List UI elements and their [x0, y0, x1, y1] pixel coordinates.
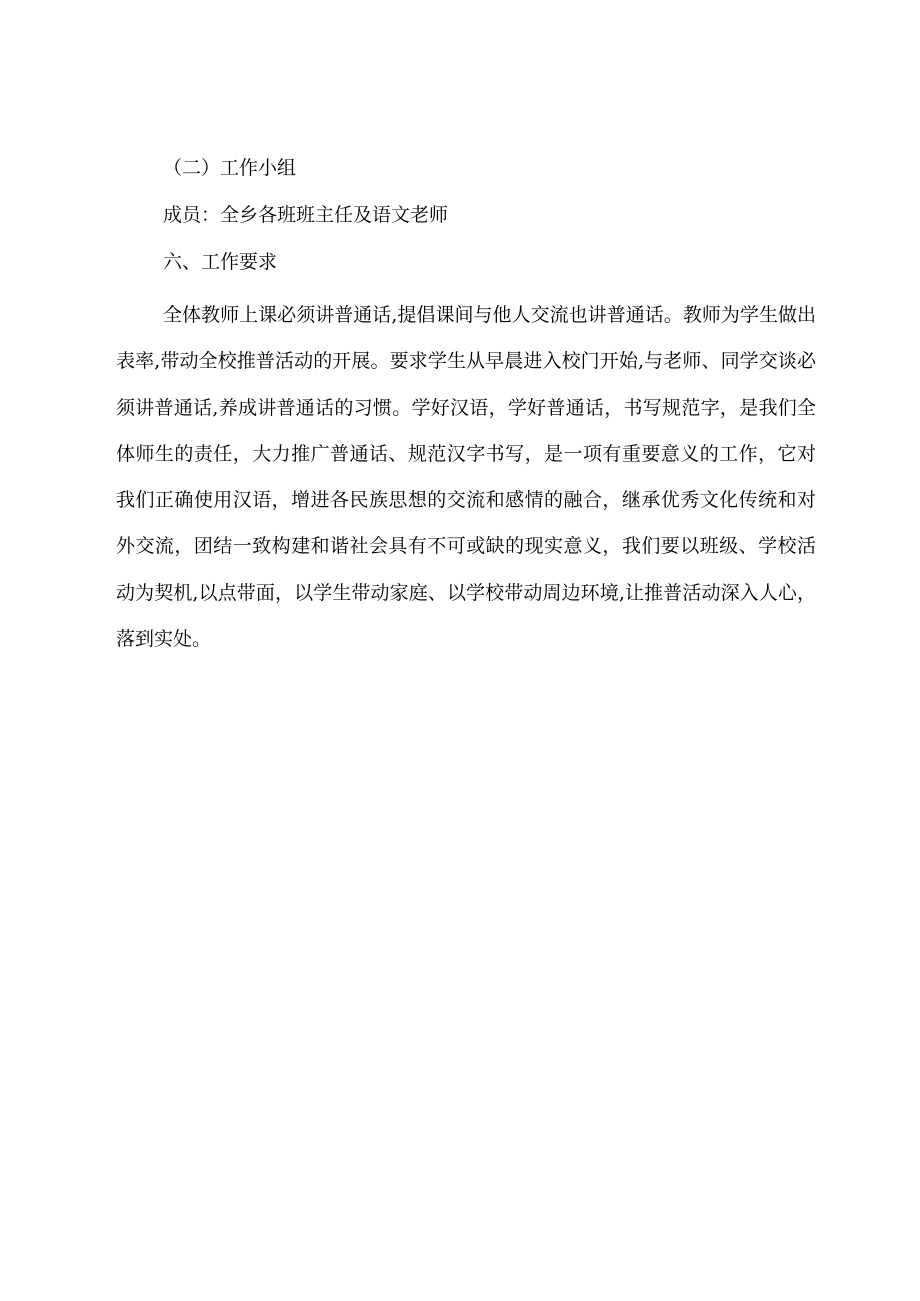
- document-body: [116, 156, 816, 662]
- subheading-work-group: （二）工作小组: [163, 157, 297, 179]
- members-line: 成员：全乡各班班主任及语文老师: [163, 204, 449, 226]
- section-heading-work-requirements: 六、工作要求: [163, 251, 278, 273]
- requirements-paragraph: 全体教师上课必须讲普通话,提倡课间与他人交流也讲普通话。教师为学生做出表率,带动全校推普活动的开展。要求学生从早晨进入校门开始,与老师、同学交谈必须讲普通话,养成讲普通话的习惯。学好汉语，学好普通话，书写规范字，是我们全体师生的责任，大力推广普通话、规范汉字书写，是一项有重要意义的工作，它对我们正确使用汉语，增进各民族思想的交流和感情的融合，继承优秀文化传统和对外交流，团结一致构建和谐社会具有不可或缺的现实意义，我们要以班级、学校活动为契机,以点带面，以学生带动家庭、以学校带动周边环境,让推普活动深入人心，落到实处。: [116, 304, 816, 651]
